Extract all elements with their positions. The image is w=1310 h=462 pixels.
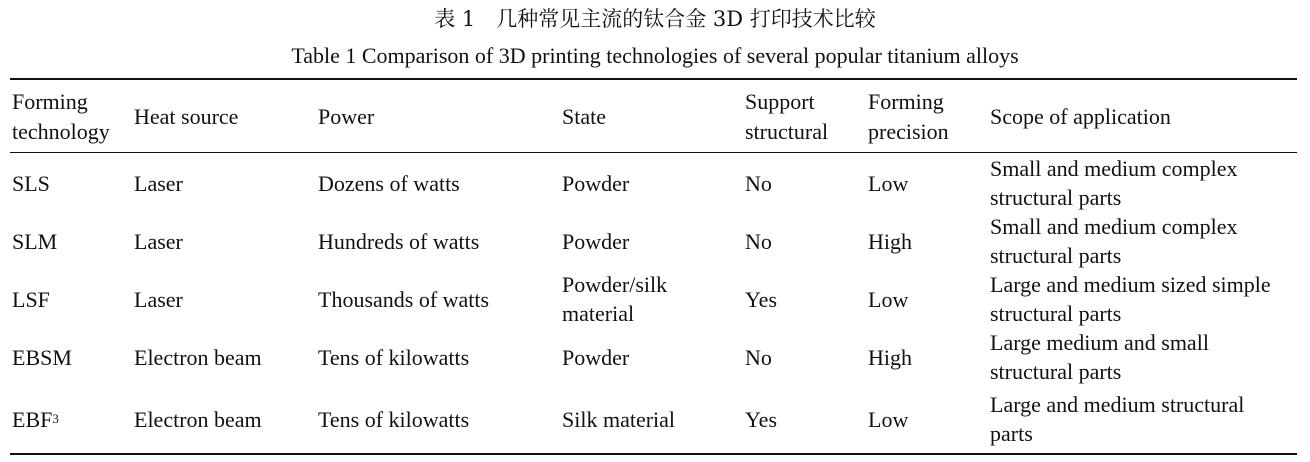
cell-scope-of-application-text: Large and medium structural parts — [990, 392, 1245, 446]
cell-forming-technology-text: EBF — [12, 406, 53, 432]
header-heat-source: Heat source — [134, 104, 239, 129]
cell-power — [318, 270, 553, 328]
cell-forming-technology — [12, 154, 127, 212]
cell-state-text: Silk material — [562, 406, 676, 432]
cell-support-structural-text: No — [745, 228, 772, 254]
cell-power — [318, 328, 553, 386]
header-state: State — [562, 104, 606, 129]
cell-scope-of-application-text: Large and medium sized simple structural parts — [990, 272, 1271, 326]
header-forming-technology: Forming technology — [12, 89, 110, 144]
cell-state — [562, 154, 682, 212]
cell-heat-source — [134, 154, 309, 212]
cell-state-text: Powder — [562, 170, 630, 196]
cell-power — [318, 390, 553, 448]
cell-support-structural-text: No — [745, 170, 772, 196]
cell-heat-source-text: Laser — [134, 228, 183, 254]
cell-scope-of-application — [990, 212, 1290, 270]
cell-power-text: Tens of kilowatts — [318, 406, 470, 432]
cell-state — [562, 328, 682, 386]
header-forming-precision: Forming precision — [868, 89, 949, 144]
cell-heat-source — [134, 328, 309, 386]
cell-forming-precision — [868, 212, 980, 270]
cell-power-text: Thousands of watts — [318, 286, 490, 312]
cell-forming-technology-text: SLS — [12, 170, 50, 196]
cell-support-structural — [745, 212, 857, 270]
cell-forming-precision-text: High — [868, 344, 912, 370]
cell-support-structural-text: Yes — [745, 286, 778, 312]
table-top-rule — [10, 78, 1297, 80]
cell-forming-precision — [868, 270, 980, 328]
cell-scope-of-application — [990, 154, 1290, 212]
header-power: Power — [318, 104, 375, 129]
table-row — [0, 270, 1310, 328]
cell-scope-of-application-text: Large medium and small structural parts — [990, 330, 1209, 384]
cell-forming-technology — [12, 270, 127, 328]
cell-forming-precision — [868, 154, 980, 212]
table-bottom-rule — [10, 453, 1297, 455]
cell-forming-precision — [868, 390, 980, 448]
cell-scope-of-application — [990, 270, 1290, 328]
cell-scope-of-application — [990, 390, 1290, 448]
cell-state — [562, 390, 682, 448]
cell-support-structural — [745, 154, 857, 212]
cell-heat-source-text: Laser — [134, 286, 183, 312]
table-header-rule — [10, 152, 1297, 153]
cell-forming-precision-text: Low — [868, 286, 909, 312]
cell-heat-source-text: Electron beam — [134, 406, 262, 432]
cell-power — [318, 154, 553, 212]
cell-power-text: Dozens of watts — [318, 170, 460, 196]
cell-forming-precision — [868, 328, 980, 386]
cell-scope-of-application — [990, 328, 1290, 386]
cell-power-text: Tens of kilowatts — [318, 344, 470, 370]
cell-support-structural — [745, 390, 857, 448]
cell-forming-technology-text: SLM — [12, 228, 58, 254]
cell-heat-source — [134, 270, 309, 328]
cell-heat-source-text: Laser — [134, 170, 183, 196]
cell-state — [562, 270, 682, 328]
cell-state-text: Powder — [562, 344, 630, 370]
cell-state — [562, 212, 682, 270]
cell-forming-technology-text: LSF — [12, 286, 50, 312]
header-support-structural: Support structural — [745, 89, 829, 144]
cell-support-structural-text: Yes — [745, 406, 778, 432]
table-row — [0, 212, 1310, 270]
table-row — [0, 328, 1310, 386]
cell-forming-technology: EBF 3 — [12, 406, 59, 432]
table-row — [0, 154, 1310, 212]
cell-forming-precision-text: High — [868, 228, 912, 254]
table-row — [0, 390, 1310, 448]
cell-state-text: Powder/silk material — [562, 272, 668, 326]
header-scope-of-application: Scope of application — [990, 104, 1171, 129]
table-caption-english: Table 1 Comparison of 3D printing technologies of several popular titanium alloys — [291, 43, 1019, 68]
table-caption-chinese: 表 1 几种常见主流的钛合金 3D 打印技术比较 — [434, 7, 876, 31]
cell-forming-precision-text: Low — [868, 170, 909, 196]
cell-power — [318, 212, 553, 270]
cell-forming-technology — [12, 328, 127, 386]
cell-forming-technology-text: EBSM — [12, 344, 72, 370]
cell-state-text: Powder — [562, 228, 630, 254]
cell-scope-of-application-text: Small and medium complex structural parts — [990, 214, 1238, 268]
cell-forming-precision-text: Low — [868, 406, 909, 432]
cell-heat-source-text: Electron beam — [134, 344, 262, 370]
cell-support-structural — [745, 270, 857, 328]
cell-support-structural-text: No — [745, 344, 772, 370]
cell-heat-source — [134, 212, 309, 270]
cell-forming-technology — [12, 212, 127, 270]
cell-support-structural — [745, 328, 857, 386]
cell-heat-source — [134, 390, 309, 448]
cell-scope-of-application-text: Small and medium complex structural parts — [990, 156, 1238, 210]
cell-power-text: Hundreds of watts — [318, 228, 480, 254]
